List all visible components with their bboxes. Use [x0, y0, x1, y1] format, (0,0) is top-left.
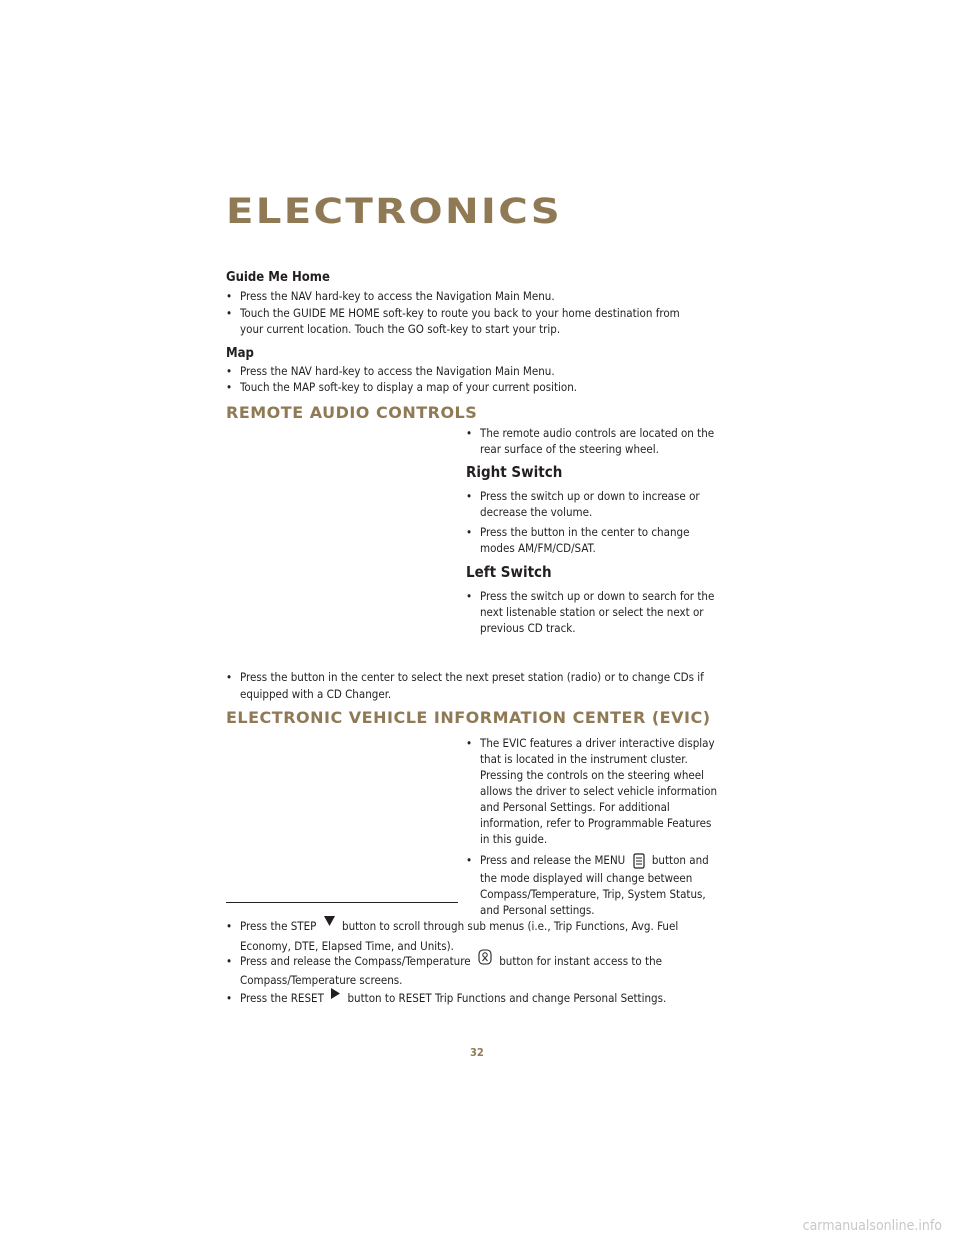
compass-bullet-cont: Compass/Temperature screens. — [240, 973, 403, 987]
right-switch-bullet-1-cont: decrease the volume. — [480, 505, 593, 519]
evic-heading: ELECTRONIC VEHICLE INFORMATION CENTER (EVIC) — [226, 708, 711, 727]
right-switch-bullet-1: • Press the switch up or down to increase or — [466, 489, 700, 503]
guide-bullet-2-cont: your current location. Touch the GO soft-key to start your trip. — [240, 322, 561, 336]
center-button-bullet: • Press the button in the center to select the next preset station (radio) or to change CDs if — [226, 670, 704, 684]
remote-audio-heading: REMOTE AUDIO CONTROLS — [226, 403, 478, 422]
evic-bullet-1-line-5: and Personal Settings. For additional — [480, 800, 670, 814]
right-switch-bullet-2-cont: modes AM/FM/CD/SAT. — [480, 541, 596, 555]
evic-bullet-1-line-7: in this guide. — [480, 832, 548, 846]
center-button-bullet-cont: equipped with a CD Changer. — [240, 687, 392, 701]
map-bullet-1: • Press the NAV hard-key to access the Navigation Main Menu. — [226, 364, 555, 378]
compass-temperature-icon — [478, 949, 492, 965]
guide-bullet-1: • Press the NAV hard-key to access the Navigation Main Menu. — [226, 289, 555, 303]
left-switch-bullet-1-cont-2: previous CD track. — [480, 621, 576, 635]
page-title: ELECTRONICS — [226, 192, 563, 232]
page-number: 32 — [470, 1046, 484, 1059]
divider-rule — [226, 902, 458, 903]
left-switch-bullet-1: • Press the switch up or down to search for the — [466, 589, 715, 603]
reset-bullet: • Press the RESET button to RESET Trip Functions and change Personal Settings. — [226, 990, 666, 1006]
evic-bullet-2-line-3: Compass/Temperature, Trip, System Status, — [480, 887, 706, 901]
watermark: carmanualsonline.info — [802, 1218, 942, 1234]
evic-bullet-2-line-2: the mode displayed will change between — [480, 871, 693, 885]
map-heading: Map — [226, 346, 254, 361]
compass-bullet: • Press and release the Compass/Temperature button for instant access to the — [226, 953, 662, 969]
evic-bullet-2-line-4: and Personal settings. — [480, 903, 595, 917]
evic-bullet-2: • Press and release the MENU button and — [466, 853, 709, 867]
remote-audio-intro: • The remote audio controls are located on the — [466, 426, 715, 440]
evic-bullet-1-line-4: allows the driver to select vehicle information — [480, 784, 718, 798]
evic-bullet-1-line-2: that is located in the instrument cluster. — [480, 752, 688, 766]
remote-audio-intro-cont: rear surface of the steering wheel. — [480, 442, 659, 456]
guide-me-home-heading: Guide Me Home — [226, 270, 330, 285]
right-switch-bullet-2: • Press the button in the center to change — [466, 525, 690, 539]
left-switch-heading: Left Switch — [466, 563, 552, 581]
evic-bullet-1: • The EVIC features a driver interactive display — [466, 736, 715, 750]
menu-icon — [633, 853, 645, 869]
step-bullet-cont: Economy, DTE, Elapsed Time, and Units). — [240, 939, 454, 953]
evic-bullet-1-line-6: information, refer to Programmable Features — [480, 816, 712, 830]
right-triangle-icon — [331, 988, 340, 999]
down-triangle-icon — [324, 916, 335, 926]
map-bullet-2: • Touch the MAP soft-key to display a map of your current position. — [226, 380, 578, 394]
evic-bullet-1-line-3: Pressing the controls on the steering wheel — [480, 768, 705, 782]
step-bullet: • Press the STEP button to scroll through sub menus (i.e., Trip Functions, Avg. Fuel — [226, 918, 678, 934]
left-switch-bullet-1-cont: next listenable station or select the next or — [480, 605, 704, 619]
guide-bullet-2: • Touch the GUIDE ME HOME soft-key to route you back to your home destination from — [226, 306, 680, 320]
right-switch-heading: Right Switch — [466, 463, 563, 481]
